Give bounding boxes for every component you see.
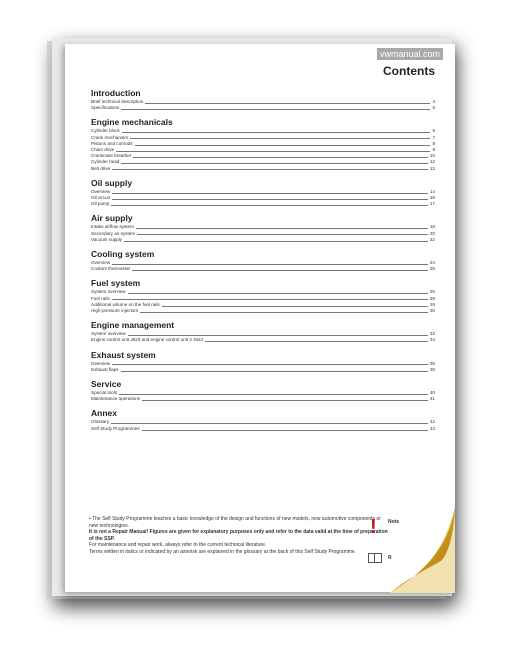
- toc-section: [91, 408, 435, 431]
- dot-leader: [121, 371, 428, 372]
- toc-entry[interactable]: [91, 308, 435, 314]
- section-title: Engine management: [91, 320, 175, 331]
- dot-leader: [121, 109, 430, 110]
- toc-section: [91, 117, 435, 171]
- toc-entry[interactable]: [91, 426, 435, 432]
- entry-label: Special tools: [91, 390, 118, 396]
- dot-leader: [119, 394, 428, 395]
- footer-line-4: Terms written in italics or indicated by an asterisk are explained in the glossary at the back of this Self Study Programme.: [89, 548, 357, 555]
- dot-leader: [112, 169, 428, 170]
- entry-label: Overview: [91, 188, 111, 194]
- page-title: Contents: [383, 64, 435, 78]
- footer-line-1-text: The Self Study Programme teaches a basic knowledge of the design and functions of new models, new automotive components or new technologies.: [89, 516, 381, 529]
- section-title: Introduction: [91, 88, 141, 98]
- dot-leader: [142, 400, 428, 401]
- toc-entry[interactable]: [91, 396, 435, 402]
- section-title: Exhaust system: [91, 349, 156, 360]
- toc-section: [91, 350, 435, 373]
- toc-entry[interactable]: [91, 367, 435, 373]
- watermark: vwmanual.com: [377, 48, 443, 60]
- entry-label: Chain drive: [91, 147, 115, 153]
- footer-line-3: For maintenance and repair work, always refer to the current technical literature.: [89, 542, 267, 549]
- entry-label: Maintenance operations: [91, 396, 141, 402]
- dot-leader: [136, 228, 428, 229]
- reference-label: R: [388, 555, 392, 561]
- entry-page-number: 20: [429, 230, 435, 236]
- dot-leader: [122, 132, 431, 133]
- section-title: Annex: [91, 408, 117, 419]
- entry-label: Oil circuit: [91, 195, 110, 201]
- entry-label: Secondary air system: [91, 230, 136, 236]
- dot-leader: [162, 306, 428, 307]
- entry-label: Belt drive: [91, 165, 111, 171]
- entry-page-number: 8: [432, 140, 435, 146]
- entry-label: Additional volume on the fuel rails: [91, 301, 160, 307]
- entry-page-number: 17: [429, 201, 435, 207]
- toc-section: [91, 249, 435, 272]
- dot-leader: [142, 430, 428, 431]
- entry-label: Coolant thermostat: [91, 266, 130, 272]
- dot-leader: [135, 145, 431, 146]
- toc-section: [91, 88, 435, 111]
- entry-page-number: 6: [432, 128, 435, 134]
- dot-leader: [112, 299, 428, 300]
- dot-leader: [133, 157, 428, 158]
- dot-leader: [145, 103, 430, 104]
- dot-leader: [112, 199, 428, 200]
- entry-page-number: 5: [432, 105, 435, 111]
- entry-label: Vacuum supply: [91, 236, 123, 242]
- entry-label: Engine control unit J623 and engine control unit 2 J624: [91, 337, 204, 343]
- entry-label: Pistons and conrods: [91, 140, 133, 146]
- toc-section: [91, 278, 435, 314]
- toc-entry[interactable]: [91, 105, 435, 111]
- entry-label: Overview: [91, 360, 111, 366]
- footer-line-1: • The Self Study Programme teaches a basic knowledge of the design and functions of new models, new automotive components or new technologies.: [89, 516, 381, 529]
- entry-label: System overview: [91, 289, 126, 295]
- toc-section: [91, 320, 435, 343]
- entry-page-number: 22: [429, 236, 435, 242]
- section-title: Oil supply: [91, 177, 133, 188]
- entry-label: Crankcase breather: [91, 153, 132, 159]
- entry-label: Intake airflow system: [91, 224, 134, 230]
- page-curl: [382, 505, 464, 595]
- entry-page-number: 29: [429, 301, 435, 307]
- entry-page-number: 12: [429, 159, 435, 165]
- dot-leader: [112, 364, 428, 365]
- entry-page-number: 4: [432, 99, 435, 104]
- curl-shade: [390, 507, 455, 593]
- entry-label: Overview: [91, 260, 111, 266]
- toc-section: [91, 213, 435, 243]
- footer-notes: [89, 516, 389, 556]
- dot-leader: [112, 264, 428, 265]
- entry-label: Cylinder block: [91, 128, 120, 134]
- section-title: Cooling system: [91, 249, 155, 260]
- dot-leader: [111, 423, 428, 424]
- toc-section: [91, 178, 435, 208]
- dot-leader: [128, 293, 428, 294]
- entry-page-number: 38: [429, 360, 435, 366]
- note-label: Note: [388, 519, 400, 525]
- toc-section: [91, 379, 435, 402]
- entry-label: System overview: [91, 331, 126, 337]
- entry-label: Cylinder head: [91, 159, 120, 165]
- entry-page-number: 32: [429, 331, 435, 337]
- entry-label: High-pressure injectors: [91, 308, 139, 314]
- toc-entry[interactable]: [91, 237, 435, 243]
- toc-entry[interactable]: [91, 337, 435, 343]
- entry-page-number: 16: [429, 195, 435, 201]
- entry-label: Brief technical description: [91, 99, 144, 104]
- exclamation-icon: !: [370, 516, 377, 538]
- section-title: Engine mechanicals: [91, 117, 173, 128]
- toc-entry[interactable]: [91, 166, 435, 172]
- entry-label: Crank mechanism: [91, 134, 129, 140]
- entry-page-number: 25: [429, 266, 435, 272]
- entry-page-number: 10: [429, 153, 435, 159]
- dot-leader: [130, 138, 430, 139]
- entry-label: Specifications: [91, 105, 120, 111]
- entry-page-number: 13: [429, 165, 435, 171]
- footer-line-2: It is not a Repair Manual! Figures are given for explanatory purposes only and refer to the data valid at the time of preparation of the SSP.: [89, 529, 388, 542]
- entry-page-number: 30: [429, 308, 435, 314]
- entry-page-number: 34: [429, 337, 435, 343]
- dot-leader: [137, 234, 428, 235]
- entry-page-number: 9: [432, 147, 435, 153]
- entry-label: Oil pump: [91, 201, 110, 207]
- dot-leader: [132, 270, 428, 271]
- entry-page-number: 28: [429, 295, 435, 301]
- entry-page-number: 24: [429, 260, 435, 266]
- entry-page-number: 14: [429, 188, 435, 194]
- table-of-contents: [91, 88, 435, 438]
- dot-leader: [111, 205, 427, 206]
- section-title: Air supply: [91, 213, 133, 224]
- entry-page-number: 41: [429, 396, 435, 402]
- entry-page-number: 26: [429, 289, 435, 295]
- dot-leader: [140, 312, 428, 313]
- section-title: Fuel system: [91, 278, 141, 289]
- dot-leader: [121, 163, 428, 164]
- entry-page-number: 7: [432, 134, 435, 140]
- dot-leader: [128, 335, 428, 336]
- entry-page-number: 42: [429, 419, 435, 425]
- dot-leader: [116, 151, 430, 152]
- entry-label: Exhaust flaps: [91, 366, 119, 372]
- entry-page-number: 40: [429, 390, 435, 396]
- dot-leader: [124, 241, 428, 242]
- book-icon: [368, 553, 382, 563]
- entry-page-number: 43: [429, 425, 435, 431]
- dot-leader: [112, 193, 428, 194]
- toc-entry[interactable]: [91, 201, 435, 207]
- entry-page-number: 18: [429, 224, 435, 230]
- entry-label: Fuel rails: [91, 295, 110, 301]
- entry-label: Glossary: [91, 419, 110, 425]
- entry-label: Self Study Programmes: [91, 425, 140, 431]
- dot-leader: [205, 341, 428, 342]
- toc-entry[interactable]: [91, 266, 435, 272]
- entry-page-number: 39: [429, 366, 435, 372]
- section-title: Service: [91, 379, 122, 390]
